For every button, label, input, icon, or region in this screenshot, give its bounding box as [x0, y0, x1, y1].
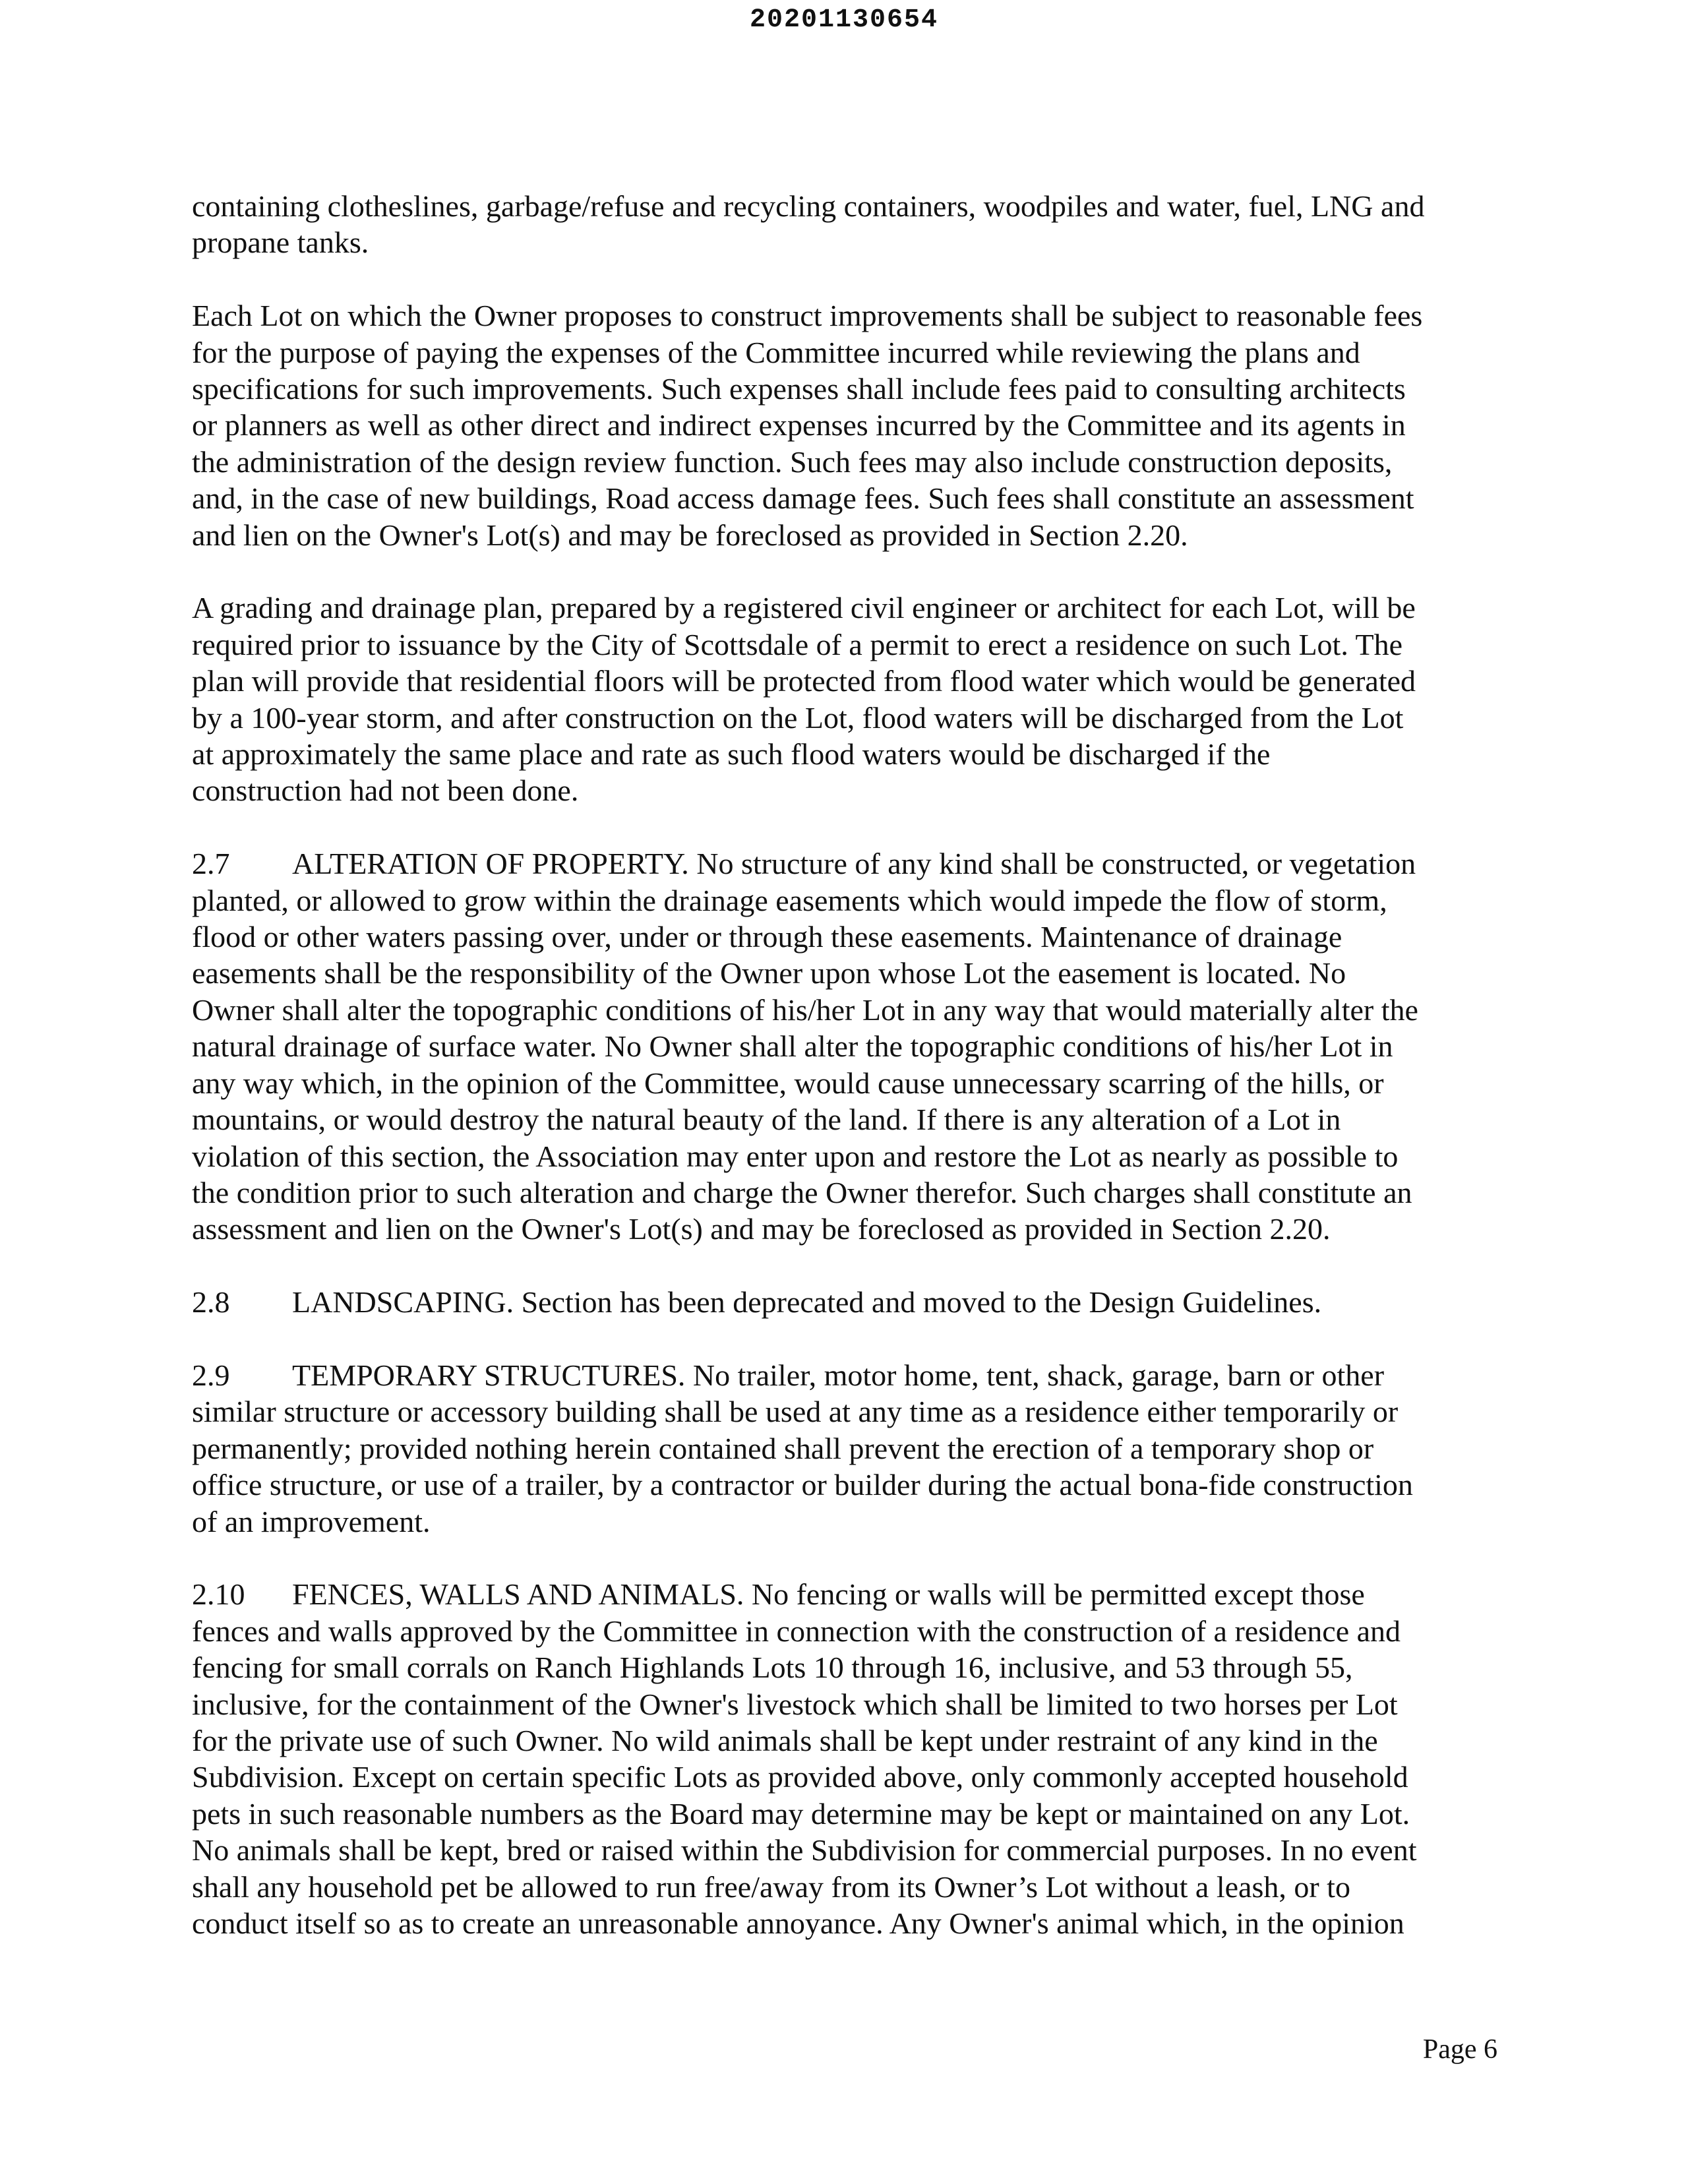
- text-line: fencing for small corrals on Ranch Highlands Lots 10 through 16, inclusive, and 53 through 55,: [192, 1651, 1353, 1685]
- text-line: permanently; provided nothing herein contained shall prevent the erection of a temporary shop or: [192, 1431, 1374, 1465]
- section-number: 2.10: [192, 1577, 245, 1612]
- text-line: specifications for such improvements. Such expenses shall include fees paid to consulting architects: [192, 372, 1406, 406]
- text-line: inclusive, for the containment of the Owner's livestock which shall be limited to two horses per Lot: [192, 1687, 1398, 1721]
- document-number: 20201130654: [749, 5, 939, 35]
- paragraph-review-fees: [192, 297, 1496, 553]
- text-line: required prior to issuance by the City of Scottsdale of a permit to erect a residence on such Lot. The: [192, 627, 1403, 661]
- text-line: for the purpose of paying the expenses of the Committee incurred while reviewing the plans and: [192, 335, 1360, 369]
- text-line: easements shall be the responsibility of the Owner upon whose Lot the easement is located. No: [192, 956, 1346, 990]
- page-number: Page 6: [1422, 2034, 1497, 2065]
- text-line: the condition prior to such alteration and charge the Owner therefor. Such charges shall constitute an: [192, 1175, 1412, 1209]
- section-number: 2.7: [192, 847, 230, 881]
- text-line: and lien on the Owner's Lot(s) and may be foreclosed as provided in Section 2.20.: [192, 518, 1188, 552]
- paragraph-screening: [192, 188, 1496, 261]
- paragraph-grading-drainage: [192, 590, 1496, 808]
- text-line: construction had not been done.: [192, 774, 579, 808]
- text-line: natural drainage of surface water. No Owner shall alter the topographic conditions of his/her Lot in: [192, 1029, 1393, 1064]
- text-line: [192, 1284, 1496, 1320]
- text-line: planted, or allowed to grow within the drainage easements which would impede the flow of storm,: [192, 883, 1387, 917]
- text-line: conduct itself so as to create an unreasonable annoyance. Any Owner's animal which, in the opinion: [192, 1906, 1404, 1940]
- section-heading-line: FENCES, WALLS AND ANIMALS. No fencing or walls will be permitted except those: [292, 1577, 1365, 1612]
- text-line: propane tanks.: [192, 226, 369, 260]
- section-2-9: [192, 1357, 1496, 1540]
- document-body: [192, 188, 1496, 1978]
- text-line: No animals shall be kept, bred or raised within the Subdivision for commercial purposes. In no event: [192, 1833, 1417, 1867]
- text-line: at approximately the same place and rate as such flood waters would be discharged if the: [192, 737, 1271, 772]
- section-number: 2.9: [192, 1358, 230, 1392]
- text-line: plan will provide that residential floors will be protected from flood water which would be generated: [192, 664, 1416, 698]
- text-line: flood or other waters passing over, under or through these easements. Maintenance of drainage: [192, 920, 1342, 954]
- section-number: 2.8: [192, 1285, 230, 1320]
- text-line: containing clotheslines, garbage/refuse and recycling containers, woodpiles and water, fuel, LNG and: [192, 189, 1425, 223]
- text-line: or planners as well as other direct and indirect expenses incurred by the Committee and its agents in: [192, 408, 1406, 442]
- section-2-10: [192, 1576, 1496, 1941]
- text-line: for the private use of such Owner. No wild animals shall be kept under restraint of any kind in the: [192, 1723, 1378, 1757]
- text-line: Subdivision. Except on certain specific Lots as provided above, only commonly accepted household: [192, 1760, 1408, 1794]
- text-line: by a 100-year storm, and after construction on the Lot, flood waters will be discharged from the Lot: [192, 700, 1404, 735]
- text-line: Each Lot on which the Owner proposes to construct improvements shall be subject to reasonable fees: [192, 299, 1423, 333]
- section-2-7: [192, 845, 1496, 1247]
- text-line: mountains, or would destroy the natural beauty of the land. If there is any alteration of a Lot in: [192, 1103, 1341, 1137]
- text-line: A grading and drainage plan, prepared by a registered civil engineer or architect for each Lot, will be: [192, 591, 1416, 625]
- text-line: of an improvement.: [192, 1504, 431, 1538]
- text-line: office structure, or use of a trailer, by a contractor or builder during the actual bona-fide construction: [192, 1468, 1413, 1502]
- text-line: pets in such reasonable numbers as the Board may determine may be kept or maintained on any Lot.: [192, 1796, 1410, 1831]
- text-line: any way which, in the opinion of the Committee, would cause unnecessary scarring of the hills, or: [192, 1066, 1384, 1100]
- text-line: the administration of the design review function. Such fees may also include construction deposits,: [192, 444, 1393, 479]
- text-line: Owner shall alter the topographic conditions of his/her Lot in any way that would materially alter the: [192, 992, 1418, 1027]
- text-line: and, in the case of new buildings, Road access damage fees. Such fees shall constitute an assessment: [192, 481, 1414, 516]
- text-line: fences and walls approved by the Committee in connection with the construction of a residence and: [192, 1614, 1401, 1648]
- text-line: [192, 1357, 1496, 1393]
- text-line: [192, 845, 1496, 882]
- text-line: shall any household pet be allowed to run free/away from its Owner’s Lot without a leash, or to: [192, 1869, 1350, 1904]
- section-heading-line: ALTERATION OF PROPERTY. No structure of any kind shall be constructed, or vegetation: [292, 847, 1416, 881]
- text-line: violation of this section, the Association may enter upon and restore the Lot as nearly as possible to: [192, 1139, 1399, 1173]
- text-line: assessment and lien on the Owner's Lot(s) and may be foreclosed as provided in Section 2.20.: [192, 1212, 1331, 1246]
- section-heading-line: TEMPORARY STRUCTURES. No trailer, motor home, tent, shack, garage, barn or other: [292, 1358, 1385, 1392]
- text-line: [192, 1576, 1496, 1612]
- text-line: similar structure or accessory building shall be used at any time as a residence either temporarily or: [192, 1395, 1399, 1429]
- section-2-8: [192, 1284, 1496, 1320]
- section-heading-line: LANDSCAPING. Section has been deprecated and moved to the Design Guidelines.: [292, 1285, 1322, 1320]
